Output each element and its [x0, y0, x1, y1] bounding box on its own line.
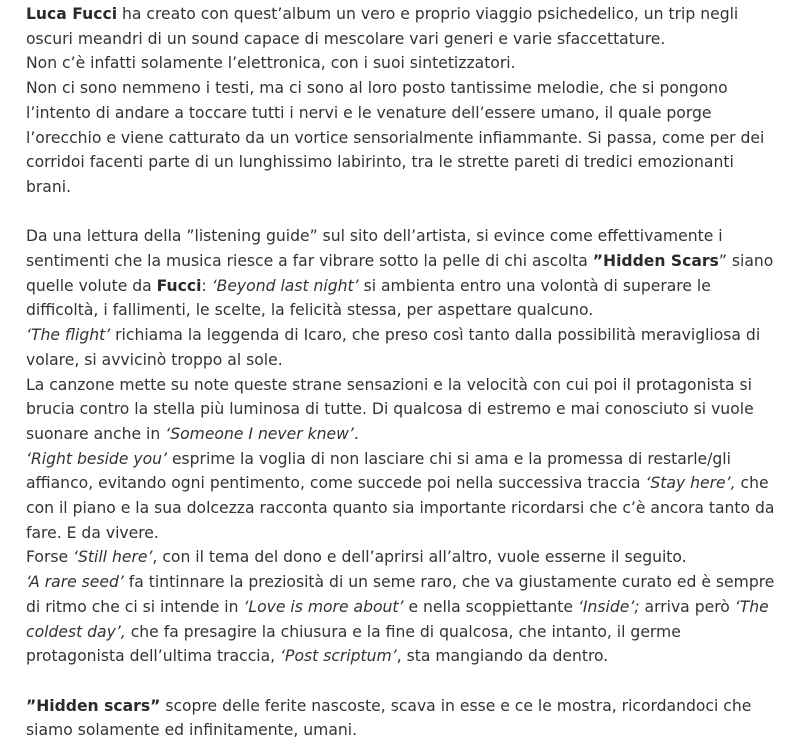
song-title: ‘A rare seed’	[26, 573, 124, 592]
song-title: ‘Stay here’,	[645, 474, 736, 493]
text-run: esprime la voglia di non lasciare chi si ama e la promessa di restarle/gli affianco, evitando ogni pentimento, come succede poi nella successiva traccia	[26, 449, 731, 493]
text-run: :	[201, 276, 212, 295]
song-title: ‘The coldest day’,	[26, 597, 769, 641]
song-title: ‘Still here’	[73, 548, 153, 567]
song-title: ‘Right beside you’	[26, 449, 167, 468]
article-paragraph	[26, 224, 780, 323]
text-run: Da una lettura della ”listening guide” sul sito dell’artista, si evince come effettivamente i sentimenti che la musica riesce a far vibrare sotto la pelle di chi ascolta	[26, 227, 723, 271]
text-run: si ambienta entro una volontà di superare le difficoltà, i fallimenti, le scelte, la felicità stessa, per aspettare qualcuno.	[26, 276, 711, 320]
article-paragraph	[26, 2, 780, 51]
song-title: ‘Love is more about’	[243, 597, 404, 616]
text-run: che fa presagire la chiusura e la fine di qualcosa, che intanto, il germe protagonista dell’ultima traccia,	[26, 622, 681, 666]
text-run: ha creato con quest’album un vero e proprio viaggio psichedelico, un trip negli oscuri meandri di un sound capace di mescolare vari generi e varie sfaccettature.	[26, 5, 739, 48]
song-title: ‘Inside’;	[577, 597, 640, 616]
song-title: ‘Post scriptum’	[280, 647, 397, 666]
article-paragraph	[26, 545, 780, 570]
bold-text: ”Hidden Scars	[592, 252, 719, 271]
bold-text: ”Hidden scars”	[26, 696, 161, 715]
text-run: ” siano quelle volute da	[26, 252, 774, 295]
text-run: Non ci sono nemmeno i testi, ma ci sono al loro posto tantissime melodie, che si pongono l’intento di andare a toccare tutti i nervi e le venature dell’essere umano, il quale porge l’orecchio e viene catturato da un vortice sensorialmente infiammante. Si passa, come per dei corridoi facenti parte di un lunghissimo labirinto, tra le strette pareti di tredici emozionanti brani.	[26, 79, 765, 196]
bold-text: Luca Fucci	[26, 5, 118, 23]
text-run: scopre delle ferite nascoste, scava in esse e ce le mostra, ricordandoci che siamo solamente ed infinitamente, umani.	[26, 696, 752, 740]
article-paragraph	[26, 570, 780, 669]
text-run: richiama la leggenda di Icaro, che preso così tanto dalla possibilità meravigliosa di volare, si avvicinò troppo al sole.	[26, 326, 761, 369]
text-run: e nella scoppiettante	[403, 597, 578, 616]
bold-text: Fucci	[156, 276, 202, 295]
text-run: Forse	[26, 548, 74, 567]
song-title: ‘Beyond last night’	[211, 276, 359, 295]
song-title: ‘Someone I never knew’	[165, 424, 354, 443]
article-paragraph	[26, 694, 780, 743]
text-run: .	[353, 424, 359, 443]
article-paragraph	[26, 323, 780, 372]
text-run: , sta mangiando da dentro.	[396, 647, 609, 666]
article-paragraph	[26, 447, 780, 546]
text-run: La canzone mette su note queste strane sensazioni e la velocità con cui poi il protagonista si brucia contro la stella più luminosa di tutte. Di qualcosa di estremo e mai conosciuto si vuole suonare anche in	[26, 375, 754, 443]
article-paragraph	[26, 76, 780, 200]
text-run: Non c’è infatti solamente l’elettronica, con i suoi sintetizzatori.	[26, 54, 516, 73]
text-run: fa tintinnare la preziosità di un seme raro, che va giustamente curato ed è sempre di ritmo che ci si intende in	[26, 573, 775, 616]
text-run: che con il piano e la sua dolcezza racconta quanto sia importante ricordarsi che c’è ancora tanto da fare. E da vivere.	[26, 474, 775, 542]
text-run: arriva però	[639, 597, 735, 616]
article-paragraph	[26, 51, 780, 76]
text-run: , con il tema del dono e dell’aprirsi all’altro, vuole esserne il seguito.	[152, 548, 687, 567]
article-paragraph	[26, 373, 780, 447]
song-title: ‘The flight’	[26, 326, 111, 345]
